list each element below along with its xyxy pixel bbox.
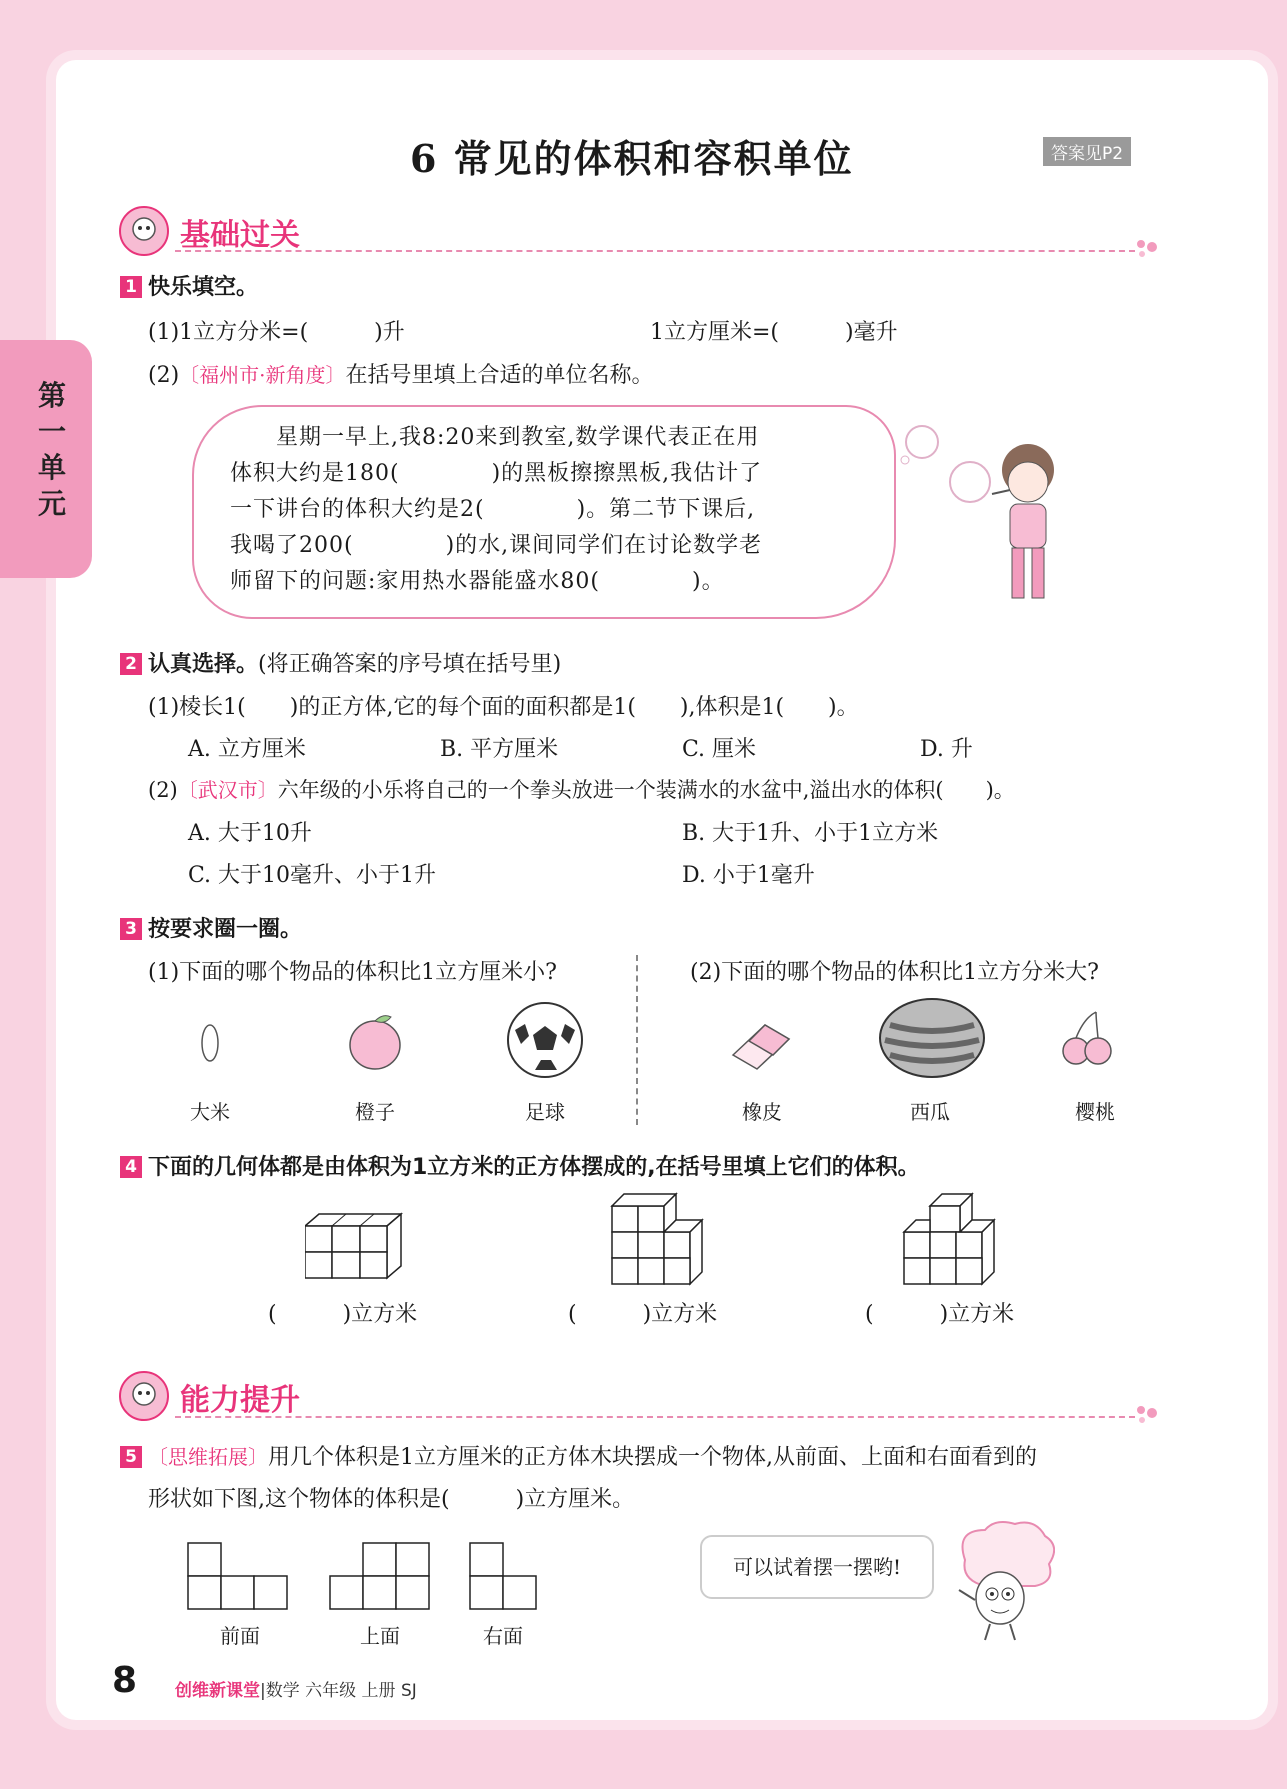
view-label-top: 上面 (360, 1624, 400, 1648)
item-label-rice: 大米 (190, 1100, 230, 1124)
q3-part2: (2)下面的哪个物品的体积比1立方分米大? (690, 960, 1099, 985)
right-view-diagram (467, 1540, 539, 1615)
front-view-diagram (185, 1540, 290, 1615)
question-4-title (120, 1150, 920, 1181)
q1-part2-prefix: (2) (148, 363, 180, 388)
q1-part2-text: 在括号里填上合适的单位名称。 (345, 363, 654, 388)
q5-tag: 〔思维拓展〕 (148, 1445, 268, 1469)
item-label-orange: 橙子 (355, 1100, 395, 1124)
answer-reference-badge: 答案见P2 (1043, 137, 1131, 166)
cabbage-mascot-icon (945, 1520, 1055, 1645)
top-view-diagram (327, 1540, 432, 1615)
story-line: 体积大约是180( )的黑板擦擦黑板,我估计了 (230, 461, 763, 486)
question-1-text: 快乐填空。 (148, 275, 259, 300)
q4-answer-1[interactable]: ( )立方米 (268, 1302, 418, 1327)
section-title-advanced: 能力提升 (180, 1383, 300, 1418)
q3-divider (636, 955, 638, 1125)
cube-solid-1 (305, 1210, 405, 1290)
footer-details: |数学 六年级 上册 SJ (260, 1681, 417, 1701)
q1-part1-left: (1)1立方分米=( )升 (148, 320, 405, 345)
q2-option-a: A. 立方厘米 (188, 737, 306, 762)
question-3-text: 按要求圈一圈。 (148, 917, 303, 942)
q2-part2-option-d: D. 小于1毫升 (682, 863, 815, 888)
q2-part2 (148, 774, 1015, 804)
q1-part2-tag: 〔福州市·新角度〕 (179, 363, 346, 387)
q5-line-1 (120, 1440, 1037, 1471)
page-sheet (56, 60, 1268, 1720)
q2-option-c: C. 厘米 (682, 737, 757, 762)
q2-part1: (1)棱长1( )的正方体,它的每个面的面积都是1( ),体积是1( )。 (148, 695, 859, 720)
story-text (230, 420, 880, 600)
cube-solid-3 (900, 1190, 1010, 1290)
question-2-title (120, 647, 561, 678)
item-label-soccer: 足球 (525, 1100, 565, 1124)
q5-text-1: 用几个体积是1立方厘米的正方体木块摆成一个物体,从前面、上面和右面看到的 (268, 1445, 1037, 1470)
orange-icon[interactable] (345, 1005, 405, 1075)
q2-part2-tag: 〔武汉市〕 (177, 778, 278, 802)
unit-side-tab (0, 340, 92, 578)
question-1-title (120, 270, 258, 301)
question-number-badge: 2 (120, 653, 142, 675)
question-number-badge: 5 (120, 1446, 142, 1468)
question-3-title (120, 912, 302, 943)
page-number: 8 (112, 1660, 138, 1701)
cherry-icon[interactable] (1058, 1005, 1118, 1070)
q2-part2-option-b: B. 大于1升、小于1立方米 (682, 821, 939, 846)
view-label-right: 右面 (483, 1624, 523, 1648)
q2-option-d: D. 升 (920, 737, 973, 762)
q2-part2-option-a: A. 大于10升 (188, 821, 312, 846)
q4-answer-2[interactable]: ( )立方米 (568, 1302, 718, 1327)
soccer-ball-icon[interactable] (505, 1000, 585, 1080)
footer-brand: 创维新课堂 (175, 1681, 260, 1701)
view-label-front: 前面 (220, 1624, 260, 1648)
question-2-note: (将正确答案的序号填在括号里) (258, 652, 562, 677)
question-number-badge: 1 (120, 276, 142, 298)
story-line: 星期一早上,我8:20来到教室,数学课代表正在用 (230, 425, 760, 450)
story-line: 我喝了200( )的水,课间同学们在讨论数学老 (230, 533, 763, 558)
q2-part2-option-c: C. 大于10毫升、小于1升 (188, 863, 437, 888)
q2-part2-prefix: (2) (148, 778, 178, 802)
hint-speech-bubble: 可以试着摆一摆哟! (700, 1535, 934, 1599)
dots-decoration-icon (1135, 1402, 1163, 1424)
section-title-basic: 基础过关 (180, 218, 300, 253)
unit-tab-label: 第一单元 (38, 379, 67, 520)
q3-part1: (1)下面的哪个物品的体积比1立方厘米小? (148, 960, 557, 985)
q4-answer-3[interactable]: ( )立方米 (865, 1302, 1015, 1327)
mascot-icon (118, 1370, 170, 1422)
girl-blowing-bubbles-icon (900, 420, 1080, 610)
page-title: 6 常见的体积和容积单位 (410, 136, 854, 181)
footer-info (175, 1676, 417, 1701)
question-number-badge: 4 (120, 1156, 142, 1178)
question-2-text: 认真选择。 (148, 652, 259, 677)
item-label-cherry: 樱桃 (1075, 1100, 1115, 1124)
eraser-icon[interactable] (725, 1015, 795, 1075)
item-label-eraser: 橡皮 (742, 1100, 782, 1124)
section-divider (175, 1416, 1135, 1418)
mascot-icon (118, 205, 170, 257)
story-line: 一下讲台的体积大约是2( )。第二节下课后, (230, 497, 756, 522)
q1-part1-right: 1立方厘米=( )毫升 (650, 320, 898, 345)
dots-decoration-icon (1135, 236, 1163, 258)
question-number-badge: 3 (120, 918, 142, 940)
story-line: 师留下的问题:家用热水器能盛水80( )。 (230, 569, 725, 594)
section-divider (175, 250, 1135, 252)
rice-grain-icon[interactable] (195, 1018, 225, 1068)
item-label-watermelon: 西瓜 (910, 1100, 950, 1124)
q1-part2 (148, 358, 654, 389)
question-4-text: 下面的几何体都是由体积为1立方米的正方体摆成的,在括号里填上它们的体积。 (148, 1155, 920, 1180)
q2-option-b: B. 平方厘米 (440, 737, 559, 762)
cube-solid-2 (608, 1190, 718, 1290)
q2-part2-text: 六年级的小乐将自己的一个拳头放进一个装满水的水盆中,溢出水的体积( )。 (277, 778, 1015, 802)
watermelon-icon[interactable] (875, 995, 990, 1080)
q5-line-2: 形状如下图,这个物体的体积是( )立方厘米。 (148, 1487, 635, 1512)
